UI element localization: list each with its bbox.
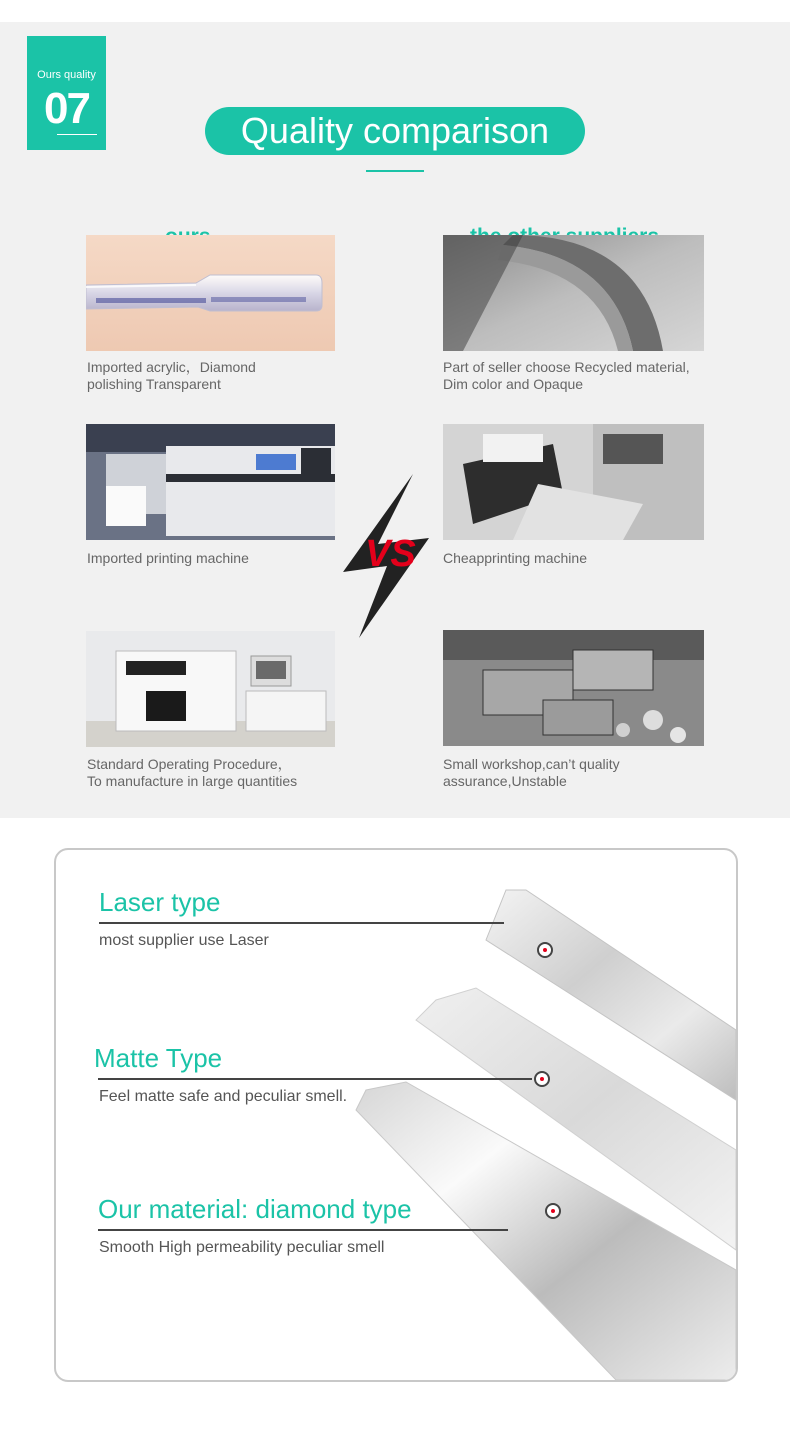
caption-line: assurance,Unstable xyxy=(443,773,567,789)
caption-others-acrylic xyxy=(443,359,690,393)
material-title-diamond: Our material: diamond type xyxy=(98,1194,412,1224)
caption-others-workshop xyxy=(443,756,620,790)
vs-emblem xyxy=(343,474,429,638)
badge-divider xyxy=(57,134,97,135)
photo-others-acrylic xyxy=(443,235,704,351)
material-title-matte: Matte Type xyxy=(94,1043,223,1073)
badge-number: 07 xyxy=(44,84,89,133)
caption-ours-workshop xyxy=(87,756,297,790)
caption-ours-acrylic xyxy=(87,359,256,393)
material-section xyxy=(54,848,738,1382)
acrylic-edges-illustration xyxy=(56,850,736,1380)
diamond-marker-dot xyxy=(545,1203,561,1219)
photo-ours-workshop xyxy=(86,631,335,747)
caption-line: Part of seller choose Recycled material, xyxy=(443,359,690,375)
photo-others-printer xyxy=(443,424,704,540)
photo-others-workshop xyxy=(443,630,704,746)
vs-text: VS xyxy=(365,533,416,575)
caption-line: Small workshop,can’t quality xyxy=(443,756,620,772)
caption-line: Dim color and Opaque xyxy=(443,376,584,392)
page-title: Quality comparison xyxy=(205,107,585,155)
caption-line: To manufacture in large quantities xyxy=(87,773,298,789)
comparison-section xyxy=(0,22,790,818)
caption-line: Standard Operating Procedure， xyxy=(87,756,292,772)
material-line-matte xyxy=(98,1078,532,1080)
caption-line: Cheapprinting machine xyxy=(443,550,587,566)
laser-marker-dot xyxy=(537,942,553,958)
caption-line: Imported acrylic，Diamond xyxy=(87,359,256,375)
material-desc-laser: most supplier use Laser xyxy=(99,932,269,949)
badge-label: Ours quality xyxy=(37,69,96,81)
material-desc-matte: Feel matte safe and peculiar smell. xyxy=(99,1088,348,1105)
quality-badge xyxy=(27,36,106,150)
caption-ours-printer xyxy=(87,550,249,567)
material-title-laser: Laser type xyxy=(99,887,221,917)
title-underline xyxy=(366,170,424,172)
matte-marker-dot xyxy=(534,1071,550,1087)
caption-line: Imported printing machine xyxy=(87,550,249,566)
caption-line: polishing Transparent xyxy=(87,376,221,392)
material-line-laser xyxy=(99,922,504,924)
material-line-diamond xyxy=(98,1229,508,1231)
photo-ours-printer xyxy=(86,424,335,540)
photo-ours-acrylic xyxy=(86,235,335,351)
caption-others-printer xyxy=(443,550,587,567)
material-desc-diamond: Smooth High permeability peculiar smell xyxy=(99,1239,385,1256)
